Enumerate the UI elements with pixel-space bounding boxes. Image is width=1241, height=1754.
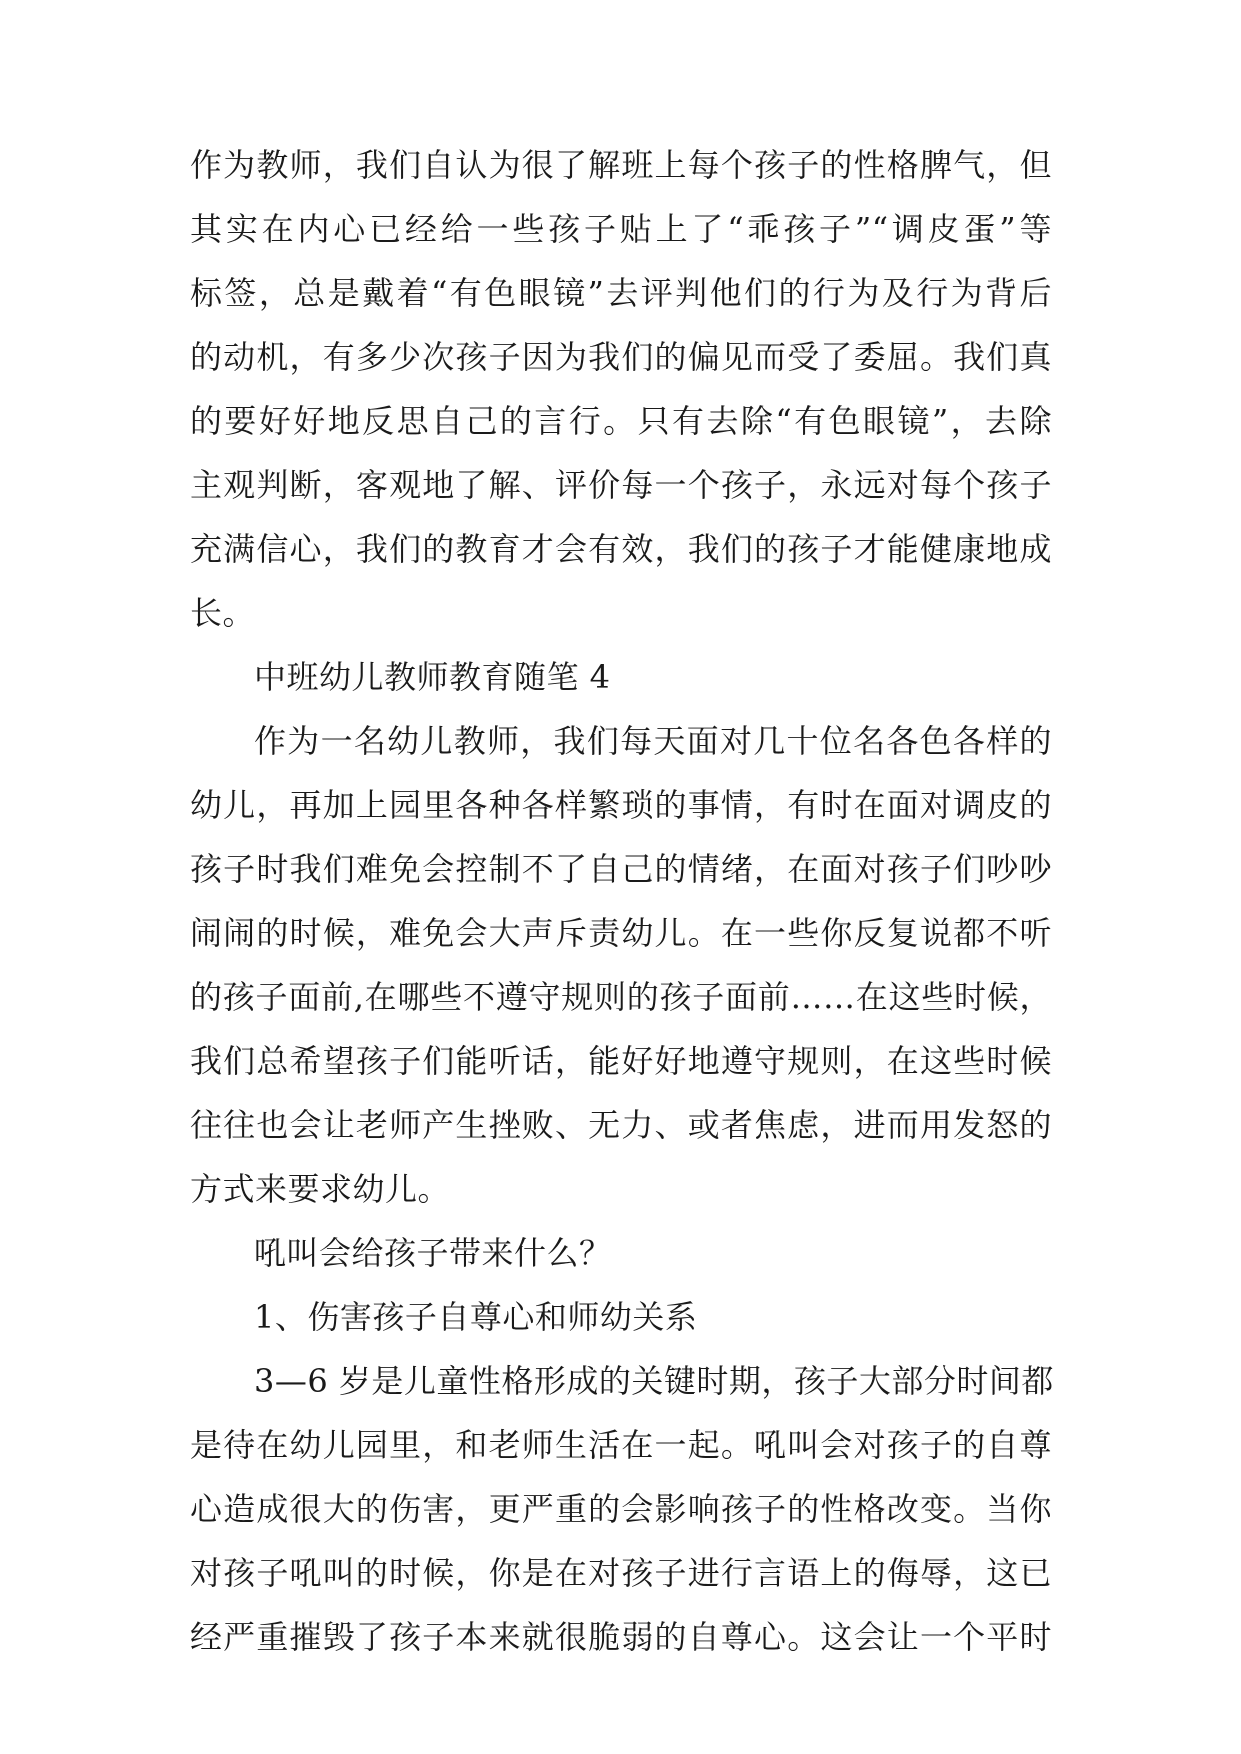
body-line: 3—6 岁是儿童性格形成的关键时期，孩子大部分时间都 <box>254 1362 1054 1400</box>
body-line: 对孩子吼叫的时候，你是在对孩子进行言语上的侮辱，这已 <box>190 1554 1052 1592</box>
body-line: 方式来要求幼儿。 <box>190 1170 451 1208</box>
body-line: 其实在内心已经给一些孩子贴上了“乖孩子”“调皮蛋”等 <box>190 210 1052 248</box>
body-line: 孩子时我们难免会控制不了自己的情绪，在面对孩子们吵吵 <box>190 850 1052 888</box>
section-heading: 中班幼儿教师教育随笔 4 <box>254 658 611 696</box>
body-line: 幼儿，再加上园里各种各样繁琐的事情，有时在面对调皮的 <box>190 786 1052 824</box>
body-line: 标签，总是戴着“有色眼镜”去评判他们的行为及行为背后 <box>190 274 1052 312</box>
body-line: 心造成很大的伤害，更严重的会影响孩子的性格改变。当你 <box>190 1490 1052 1528</box>
body-line: 的动机，有多少次孩子因为我们的偏见而受了委屈。我们真 <box>190 338 1052 376</box>
body-line: 的孩子面前,在哪些不遵守规则的孩子面前……在这些时候， <box>190 978 1052 1016</box>
question-line: 吼叫会给孩子带来什么？ <box>254 1234 612 1272</box>
body-line: 往往也会让老师产生挫败、无力、或者焦虑，进而用发怒的 <box>190 1106 1052 1144</box>
numbered-heading: 1、伤害孩子自尊心和师幼关系 <box>254 1298 698 1336</box>
body-line: 作为一名幼儿教师，我们每天面对几十位名各色各样的 <box>254 722 1052 760</box>
body-line: 是待在幼儿园里，和老师生活在一起。吼叫会对孩子的自尊 <box>190 1426 1052 1464</box>
body-line: 作为教师，我们自认为很了解班上每个孩子的性格脾气，但 <box>190 146 1052 184</box>
body-line: 主观判断，客观地了解、评价每一个孩子，永远对每个孩子 <box>190 466 1052 504</box>
body-line: 闹闹的时候，难免会大声斥责幼儿。在一些你反复说都不听 <box>190 914 1052 952</box>
body-line: 充满信心，我们的教育才会有效，我们的孩子才能健康地成 <box>190 530 1052 568</box>
body-line: 我们总希望孩子们能听话，能好好地遵守规则，在这些时候 <box>190 1042 1052 1080</box>
body-line: 经严重摧毁了孩子本来就很脆弱的自尊心。这会让一个平时 <box>190 1618 1052 1656</box>
body-line: 长。 <box>190 594 256 632</box>
body-line: 的要好好地反思自己的言行。只有去除“有色眼镜”，去除 <box>190 402 1052 440</box>
